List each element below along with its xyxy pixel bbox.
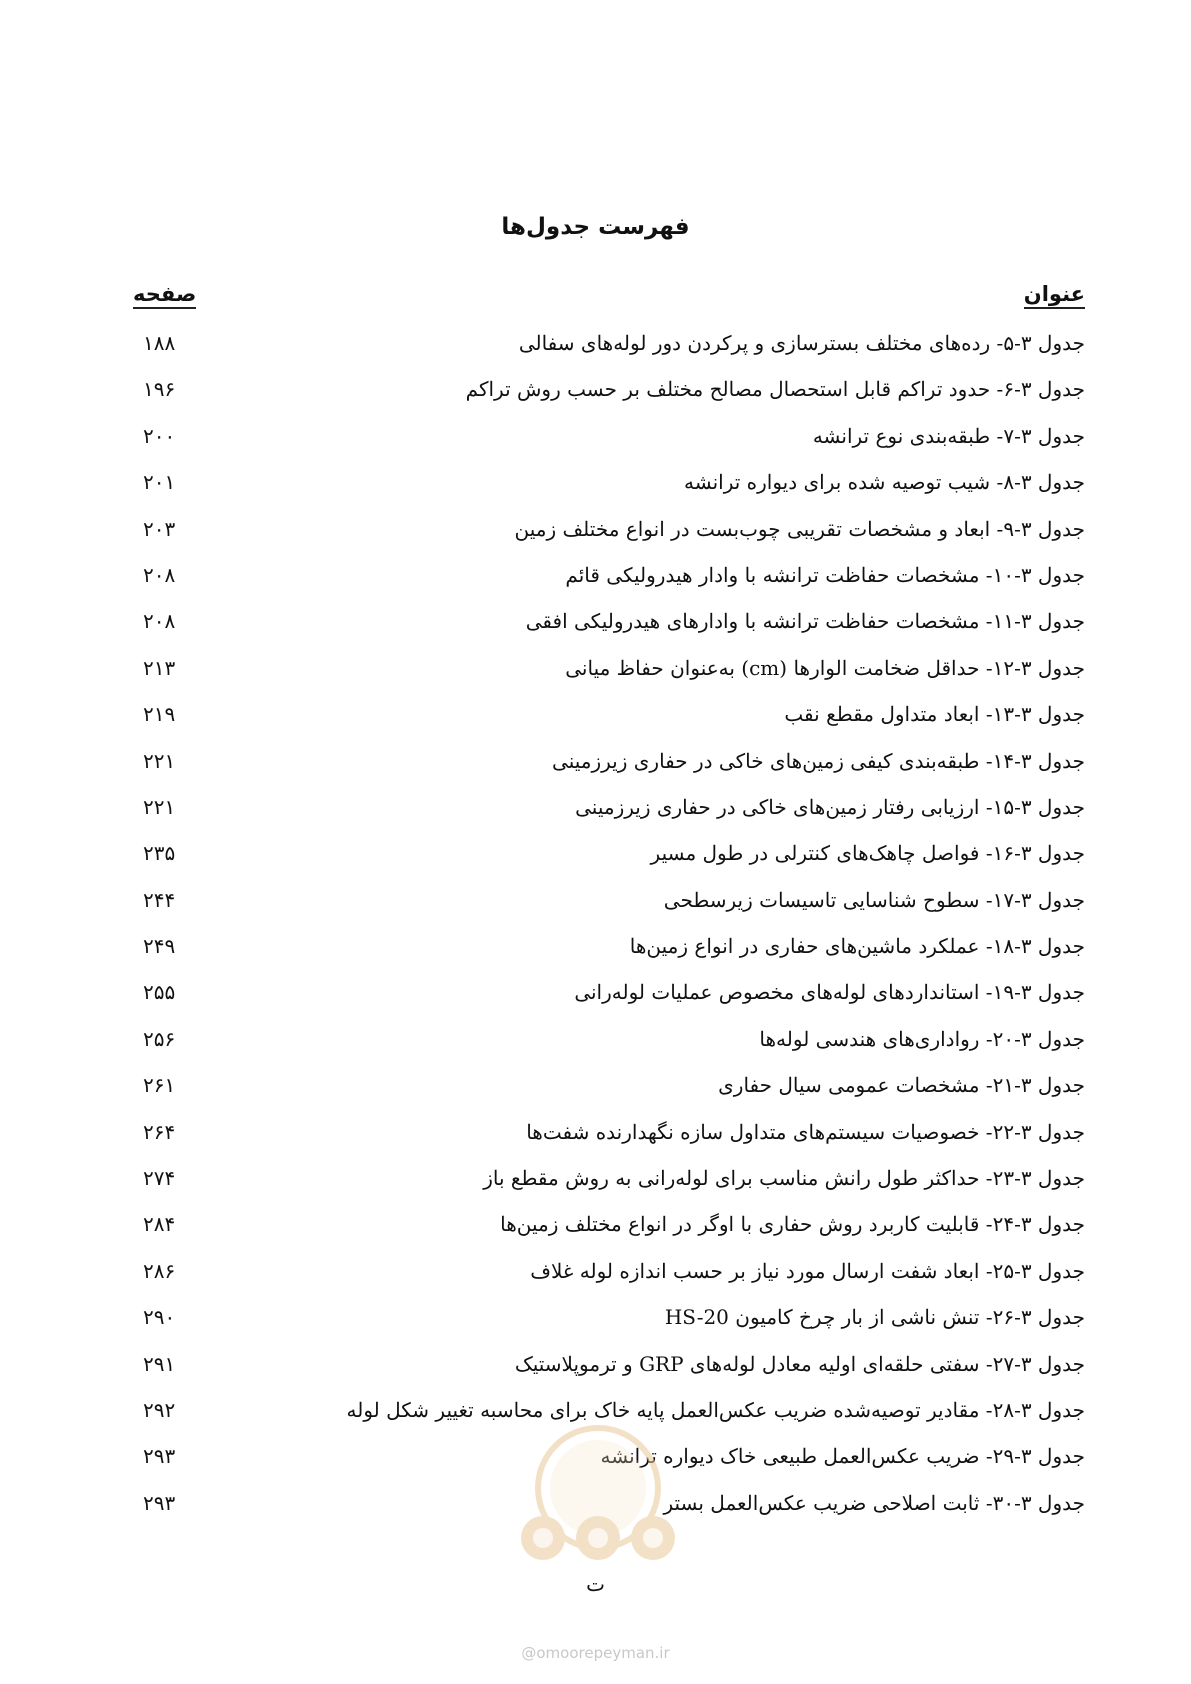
- entry-title: جدول ۳-۷- طبقه‌بندی نوع ترانشه: [812, 423, 1085, 448]
- list-item: [0, 559, 1191, 605]
- list-item: [0, 420, 1191, 466]
- entry-page: ۲۰۸: [143, 562, 176, 587]
- entry-title: جدول ۳-۲۷- سفتی حلقه‌ای اولیه معادل لوله‌های GRP و ترموپلاستیک: [514, 1351, 1085, 1376]
- list-item: [0, 1301, 1191, 1347]
- entry-page: ۱۸۸: [143, 331, 176, 355]
- watermark-url: @omoorepeyman.ir: [521, 1644, 670, 1662]
- entry-title: جدول ۳-۱۴- طبقه‌بندی کیفی زمین‌های خاکی در حفاری زیرزمینی: [552, 748, 1085, 773]
- list-item: [0, 1348, 1191, 1394]
- entry-page: ۲۸۶: [143, 1258, 176, 1283]
- entry-title: جدول ۳-۲۵- ابعاد شفت ارسال مورد نیاز بر حسب اندازه لوله غلاف: [530, 1258, 1085, 1283]
- list-item: [0, 1208, 1191, 1254]
- entry-page: ۲۹۰: [143, 1305, 176, 1330]
- entry-page: ۲۹۱: [143, 1351, 176, 1376]
- entry-page: ۲۰۱: [143, 470, 176, 495]
- list-item: [0, 698, 1191, 744]
- entry-page: ۲۶۱: [143, 1073, 176, 1098]
- list-item: [0, 1023, 1191, 1069]
- entry-title: جدول ۳-۵- رده‌های مختلف بسترسازی و پرکردن دور لوله‌های سفالی: [518, 331, 1085, 355]
- list-item: [0, 327, 1191, 373]
- entry-page: ۲۶۴: [143, 1119, 176, 1144]
- entry-title: جدول ۳-۲۱- مشخصات عمومی سیال حفاری: [718, 1073, 1085, 1098]
- entry-title: جدول ۳-۲۴- قابلیت کاربرد روش حفاری با اوگر در انواع مختلف زمین‌ها: [500, 1212, 1085, 1237]
- entry-title: جدول ۳-۲۳- حداکثر طول رانش مناسب برای لوله‌رانی به روش مقطع باز: [483, 1166, 1085, 1191]
- entry-title: جدول ۳-۲۹- ضریب عکس‌العمل طبیعی خاک دیواره ترانشه: [600, 1444, 1085, 1469]
- entry-page: ۲۰۸: [143, 609, 176, 634]
- list-item: [0, 1116, 1191, 1162]
- publisher-seal-watermark-icon: [503, 1410, 693, 1570]
- list-item: [0, 1069, 1191, 1115]
- entry-page: ۲۱۳: [143, 655, 176, 680]
- list-item: [0, 466, 1191, 512]
- column-header-title: عنوان: [1024, 282, 1085, 309]
- entry-title: جدول ۳-۲۶- تنش ناشی از بار چرخ کامیون HS-20: [664, 1305, 1085, 1330]
- entry-page: ۲۱۹: [143, 702, 176, 727]
- entry-page: ۲۰۳: [143, 516, 176, 541]
- entry-title: جدول ۳-۶- حدود تراکم قابل استحصال مصالح مختلف بر حسب روش تراکم: [465, 377, 1085, 402]
- entry-page: ۲۰۰: [143, 423, 176, 448]
- entry-title: جدول ۳-۱۸- عملکرد ماشین‌های حفاری در انواع زمین‌ها: [629, 934, 1085, 959]
- entry-page: ۲۴۹: [143, 934, 176, 959]
- entry-page: ۲۲۱: [143, 794, 176, 819]
- list-item: [0, 652, 1191, 698]
- entry-title: جدول ۳-۲۰- رواداری‌های هندسی لوله‌ها: [759, 1026, 1085, 1051]
- list-item: [0, 1255, 1191, 1301]
- entry-page: ۲۹۳: [143, 1490, 176, 1515]
- entry-page: ۲۹۲: [143, 1397, 176, 1422]
- entry-title: جدول ۳-۱۹- استانداردهای لوله‌های مخصوص عملیات لوله‌رانی: [574, 980, 1085, 1005]
- page-number-letter: ت: [586, 1572, 605, 1596]
- list-item: [0, 976, 1191, 1022]
- entry-title: جدول ۳-۱۱- مشخصات حفاظت ترانشه با وادارهای هیدرولیکی افقی: [525, 609, 1085, 634]
- entry-page: ۲۹۳: [143, 1444, 176, 1469]
- list-item: [0, 930, 1191, 976]
- list-item: [0, 513, 1191, 559]
- entry-title: جدول ۳-۱۳- ابعاد متداول مقطع نقب: [784, 702, 1085, 727]
- list-item: [0, 837, 1191, 883]
- list-item: [0, 605, 1191, 651]
- entry-title: جدول ۳-۱۶- فواصل چاهک‌های کنترلی در طول مسیر: [650, 841, 1085, 866]
- list-item: [0, 884, 1191, 930]
- entry-page: ۲۴۴: [143, 887, 176, 912]
- page-title: فهرست جدول‌ها: [501, 214, 690, 240]
- entry-title: جدول ۳-۹- ابعاد و مشخصات تقریبی چوب‌بست در انواع مختلف زمین: [514, 516, 1085, 541]
- entry-title: جدول ۳-۳۰- ثابت اصلاحی ضریب عکس‌العمل بستر: [663, 1490, 1085, 1515]
- entry-page: ۲۲۱: [143, 748, 176, 773]
- entry-title: جدول ۳-۸- شیب توصیه شده برای دیواره ترانشه: [684, 470, 1085, 495]
- entry-title: جدول ۳-۲۲- خصوصیات سیستم‌های متداول سازه نگهدارنده شفت‌ها: [526, 1119, 1085, 1144]
- list-item: [0, 791, 1191, 837]
- list-item: [0, 1162, 1191, 1208]
- entry-page: ۲۵۶: [143, 1026, 176, 1051]
- entry-title: جدول ۳-۲۸- مقادیر توصیه‌شده ضریب عکس‌العمل پایه خاک برای محاسبه تغییر شکل لوله: [346, 1397, 1085, 1422]
- entry-title: جدول ۳-۱۵- ارزیابی رفتار زمین‌های خاکی در حفاری زیرزمینی: [575, 794, 1085, 819]
- list-item: [0, 373, 1191, 419]
- column-header-page: صفحه: [133, 282, 196, 309]
- table-of-tables-list: [0, 327, 1191, 1533]
- entry-page: ۲۳۵: [143, 841, 176, 866]
- entry-page: ۲۸۴: [143, 1212, 176, 1237]
- entry-title: جدول ۳-۱۰- مشخصات حفاظت ترانشه با وادار هیدرولیکی قائم: [565, 562, 1085, 587]
- list-item: [0, 745, 1191, 791]
- entry-page: ۲۵۵: [143, 980, 176, 1005]
- entry-title: جدول ۳-۱۷- سطوح شناسایی تاسیسات زیرسطحی: [663, 887, 1085, 912]
- entry-page: ۱۹۶: [143, 377, 176, 402]
- entry-title: جدول ۳-۱۲- حداقل ضخامت الوارها (cm) به‌عنوان حفاظ میانی: [565, 655, 1085, 680]
- entry-page: ۲۷۴: [143, 1166, 176, 1191]
